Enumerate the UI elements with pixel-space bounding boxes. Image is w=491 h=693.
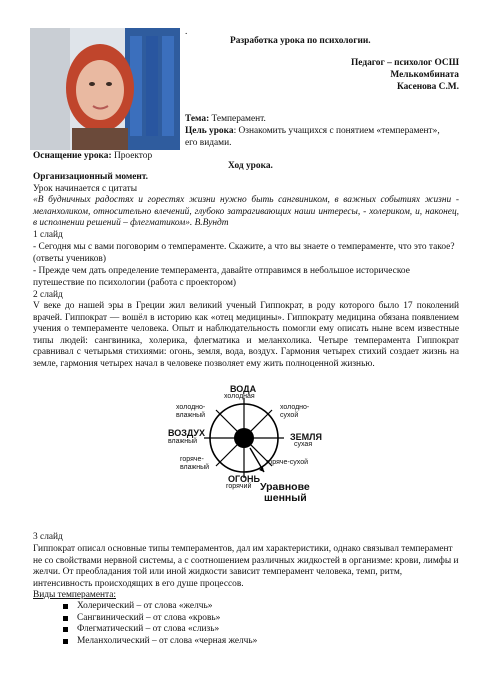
topic-label: Тема: xyxy=(185,114,210,124)
slide3-label: 3 слайд xyxy=(33,532,63,542)
slide2-label: 2 слайд xyxy=(33,290,63,300)
slide2-paragraph: V веке до нашей эры в Греции жил великий ученый Гиппократ, в роду которого было 17 поколений врачей. Гиппократ — вошёл в историю как «отец медицины». Гиппократу медицина обязана появлением учения о темпераменте человека. Опыт и наблюдательность помогли ему описать ныне всем известные типы людей: сангвиника, холерика, флегматика и меланхолика. Четыре темперамента Гиппократ сравнивал с четырьмя стихиями: огонь, земля, вода, воздух. Гармония четырех стихий создает жизнь на земле, гармония четырех начал в человеке позволяет ему жить полноценной жизнью. xyxy=(33,301,459,369)
org-moment-heading: Организационный момент. xyxy=(33,172,149,182)
label-earth-sub: сухая xyxy=(294,441,313,448)
quote-text: «В будничных радостях и горестях жизни нужно быть сангвиником, в важных событиях жизни - меланхоликом, относительно влечений, глубоко затрагивающих наши интересы, - холериком, и, наконец, в исполнении решений – флегматиком». В.Вундт xyxy=(33,195,459,229)
bullet-icon xyxy=(63,604,68,609)
author-line-1: Педагог – психолог ОСШ xyxy=(351,58,459,68)
equipment-value: Проектор xyxy=(111,151,153,161)
intro-text: Урок начинается с цитаты xyxy=(33,184,138,194)
goal-label: Цель урока xyxy=(185,126,234,136)
slide3-paragraph: Гиппократ описал основные типы темпераментов, дал им характеристики, однако связывал темперамент не со свойствами нервной системы, а с соотношением различных жидкостей в организме: крови, лимфы и желчи. От преобладания той или иной жидкости зависит темперамент человека, темп, ритм, интенсивность происходящих в его душе процессов. xyxy=(33,544,459,589)
bullet-icon xyxy=(63,616,68,621)
slide1-paragraph-1: - Сегодня мы с вами поговорим о темпераменте. Скажите, а что вы знаете о темпераменте, что это такое? (ответы учеников) xyxy=(33,242,455,264)
types-heading: Виды темперамента: xyxy=(33,590,116,600)
temperament-diagram xyxy=(160,384,340,508)
label-water: ВОДА xyxy=(230,384,257,394)
label-air: ВОЗДУХ xyxy=(168,428,206,438)
author-line-3: Касенова С.М. xyxy=(396,82,459,92)
label-balanced: Уравнове шенный xyxy=(260,481,310,504)
goal-line xyxy=(185,126,440,138)
topic-value: Темперамент. xyxy=(209,114,266,124)
list-item: Холерический – от слова «желчь» xyxy=(63,601,257,613)
dot-mark: . xyxy=(185,27,188,37)
types-list xyxy=(63,601,257,647)
document-title: Разработка урока по психологии. xyxy=(230,36,371,46)
label-cold-dry: холодно- сухой xyxy=(280,404,310,419)
bullet-icon xyxy=(63,627,68,632)
label-earth: ЗЕМЛЯ xyxy=(290,432,322,442)
slide1-paragraph-2: - Прежде чем дать определение темперамента, давайте отправимся в небольшое историческое путешествие по психологии (работа с проектором) xyxy=(33,266,410,288)
author-line-2: Мелькомбината xyxy=(390,70,459,80)
label-hot-wet: горяче- влажный xyxy=(180,456,210,471)
goal-line-2: его видами. xyxy=(185,138,232,148)
label-hot-dry: горяче-сухой xyxy=(266,459,308,466)
label-fire-sub: горячий xyxy=(226,483,252,490)
goal-value: : Ознакомить учащихся с понятием «темперамент», xyxy=(233,126,440,136)
label-water-sub: холодная xyxy=(224,393,255,400)
list-item: Сангвинический – от слова «кровь» xyxy=(63,613,257,625)
label-fire: ОГОНЬ xyxy=(228,474,260,484)
topic-line xyxy=(185,114,266,126)
equipment-line xyxy=(33,151,152,163)
list-item: Меланхолический – от слова «черная желчь» xyxy=(63,636,257,648)
label-cold-wet: холодно- влажный xyxy=(176,404,206,419)
equipment-label: Оснащение урока: xyxy=(33,151,112,161)
bullet-icon xyxy=(63,639,68,644)
slide1-label: 1 слайд xyxy=(33,230,63,240)
list-item: Флегматический – от слова «слизь» xyxy=(63,624,257,636)
label-air-sub: влажный xyxy=(168,438,198,445)
lesson-heading: Ход урока. xyxy=(228,161,273,171)
teacher-photo xyxy=(30,28,180,150)
